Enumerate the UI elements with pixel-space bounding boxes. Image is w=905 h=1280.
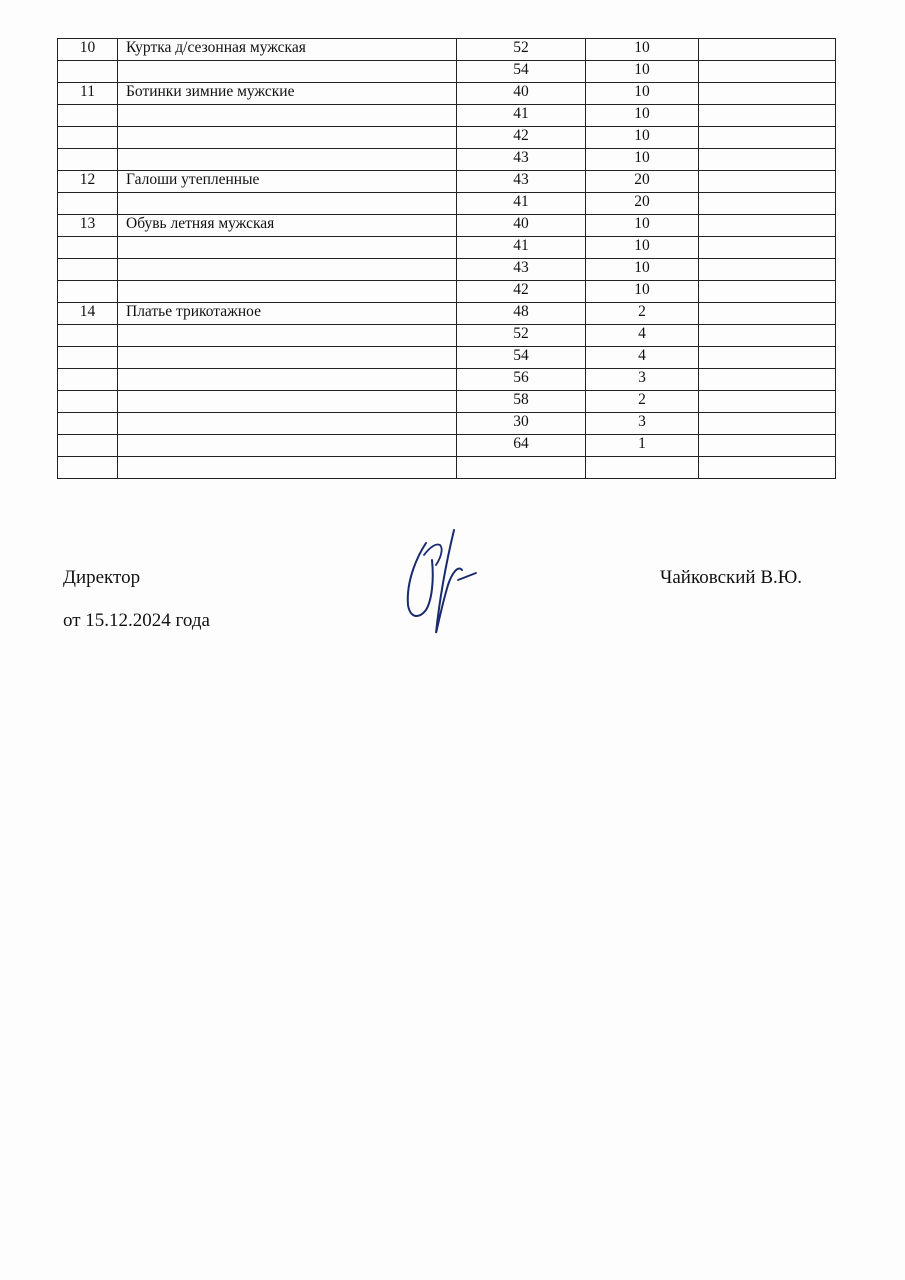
size-cell: 42: [457, 127, 586, 149]
extra-cell: [699, 83, 836, 105]
table-row: [58, 39, 836, 61]
size-cell: 41: [457, 193, 586, 215]
item-name-cell: Платье трикотажное: [118, 303, 457, 325]
table-row: [58, 413, 836, 435]
row-number-cell: [58, 347, 118, 369]
item-name-cell: [118, 193, 457, 215]
table-row: [58, 83, 836, 105]
item-name-cell: [118, 391, 457, 413]
item-name-cell: [118, 149, 457, 171]
quantity-cell: 2: [586, 391, 699, 413]
table-row: [58, 391, 836, 413]
row-number-cell: 11: [58, 83, 118, 105]
extra-cell: [699, 347, 836, 369]
quantity-cell: [586, 457, 699, 479]
quantity-cell: 1: [586, 435, 699, 457]
extra-cell: [699, 413, 836, 435]
quantity-cell: 4: [586, 325, 699, 347]
size-cell: 40: [457, 83, 586, 105]
quantity-cell: 10: [586, 83, 699, 105]
size-cell: 56: [457, 369, 586, 391]
row-number-cell: 12: [58, 171, 118, 193]
signer-position: Директор: [63, 567, 141, 588]
item-name-cell: [118, 105, 457, 127]
document-date: от 15.12.2024 года: [63, 610, 210, 631]
table-row: [58, 435, 836, 457]
size-cell: 43: [457, 171, 586, 193]
item-name-cell: [118, 435, 457, 457]
extra-cell: [699, 61, 836, 83]
table-row: [58, 281, 836, 303]
quantity-cell: 4: [586, 347, 699, 369]
size-cell: 43: [457, 149, 586, 171]
extra-cell: [699, 281, 836, 303]
row-number-cell: [58, 281, 118, 303]
quantity-cell: 10: [586, 127, 699, 149]
item-name-cell: [118, 259, 457, 281]
table-row: [58, 303, 836, 325]
item-name-cell: [118, 413, 457, 435]
extra-cell: [699, 325, 836, 347]
row-number-cell: [58, 105, 118, 127]
row-number-cell: [58, 127, 118, 149]
item-name-cell: [118, 237, 457, 259]
row-number-cell: [58, 259, 118, 281]
item-name-cell: Ботинки зимние мужские: [118, 83, 457, 105]
size-cell: 41: [457, 105, 586, 127]
item-name-cell: [118, 347, 457, 369]
quantity-cell: 10: [586, 61, 699, 83]
table-row: [58, 127, 836, 149]
size-cell: 30: [457, 413, 586, 435]
size-cell: 43: [457, 259, 586, 281]
extra-cell: [699, 105, 836, 127]
extra-cell: [699, 303, 836, 325]
size-cell: 54: [457, 61, 586, 83]
item-name-cell: [118, 127, 457, 149]
items-table-body: [58, 39, 836, 479]
item-name-cell: [118, 281, 457, 303]
row-number-cell: [58, 369, 118, 391]
item-name-cell: Обувь летняя мужская: [118, 215, 457, 237]
quantity-cell: 10: [586, 281, 699, 303]
size-cell: 40: [457, 215, 586, 237]
row-number-cell: 14: [58, 303, 118, 325]
row-number-cell: [58, 193, 118, 215]
extra-cell: [699, 193, 836, 215]
item-name-cell: [118, 61, 457, 83]
quantity-cell: 10: [586, 39, 699, 61]
size-cell: 64: [457, 435, 586, 457]
row-number-cell: [58, 435, 118, 457]
extra-cell: [699, 237, 836, 259]
table-row: [58, 325, 836, 347]
extra-cell: [699, 369, 836, 391]
item-name-cell: [118, 457, 457, 479]
quantity-cell: 10: [586, 237, 699, 259]
table-row: [58, 61, 836, 83]
row-number-cell: [58, 149, 118, 171]
quantity-cell: 2: [586, 303, 699, 325]
extra-cell: [699, 127, 836, 149]
item-name-cell: Галоши утепленные: [118, 171, 457, 193]
size-cell: 52: [457, 39, 586, 61]
quantity-cell: 10: [586, 149, 699, 171]
quantity-cell: 3: [586, 413, 699, 435]
extra-cell: [699, 259, 836, 281]
extra-cell: [699, 457, 836, 479]
table-row: [58, 215, 836, 237]
table-row: [58, 457, 836, 479]
quantity-cell: 20: [586, 193, 699, 215]
extra-cell: [699, 39, 836, 61]
size-cell: [457, 457, 586, 479]
table-row: [58, 237, 836, 259]
size-cell: 48: [457, 303, 586, 325]
extra-cell: [699, 171, 836, 193]
row-number-cell: [58, 391, 118, 413]
size-cell: 41: [457, 237, 586, 259]
row-number-cell: 10: [58, 39, 118, 61]
item-name-cell: [118, 325, 457, 347]
table-row: [58, 193, 836, 215]
row-number-cell: [58, 457, 118, 479]
row-number-cell: 13: [58, 215, 118, 237]
items-table: [57, 38, 836, 479]
quantity-cell: 10: [586, 105, 699, 127]
row-number-cell: [58, 413, 118, 435]
extra-cell: [699, 391, 836, 413]
quantity-cell: 3: [586, 369, 699, 391]
quantity-cell: 10: [586, 259, 699, 281]
size-cell: 54: [457, 347, 586, 369]
row-number-cell: [58, 61, 118, 83]
extra-cell: [699, 435, 836, 457]
item-name-cell: Куртка д/сезонная мужская: [118, 39, 457, 61]
table-row: [58, 347, 836, 369]
signer-name: Чайковский В.Ю.: [660, 567, 803, 588]
extra-cell: [699, 149, 836, 171]
size-cell: 52: [457, 325, 586, 347]
handwritten-signature: [396, 525, 486, 640]
quantity-cell: 20: [586, 171, 699, 193]
size-cell: 58: [457, 391, 586, 413]
extra-cell: [699, 215, 836, 237]
size-cell: 42: [457, 281, 586, 303]
item-name-cell: [118, 369, 457, 391]
row-number-cell: [58, 237, 118, 259]
table-row: [58, 259, 836, 281]
row-number-cell: [58, 325, 118, 347]
table-row: [58, 105, 836, 127]
table-row: [58, 369, 836, 391]
table-row: [58, 149, 836, 171]
table-row: [58, 171, 836, 193]
quantity-cell: 10: [586, 215, 699, 237]
